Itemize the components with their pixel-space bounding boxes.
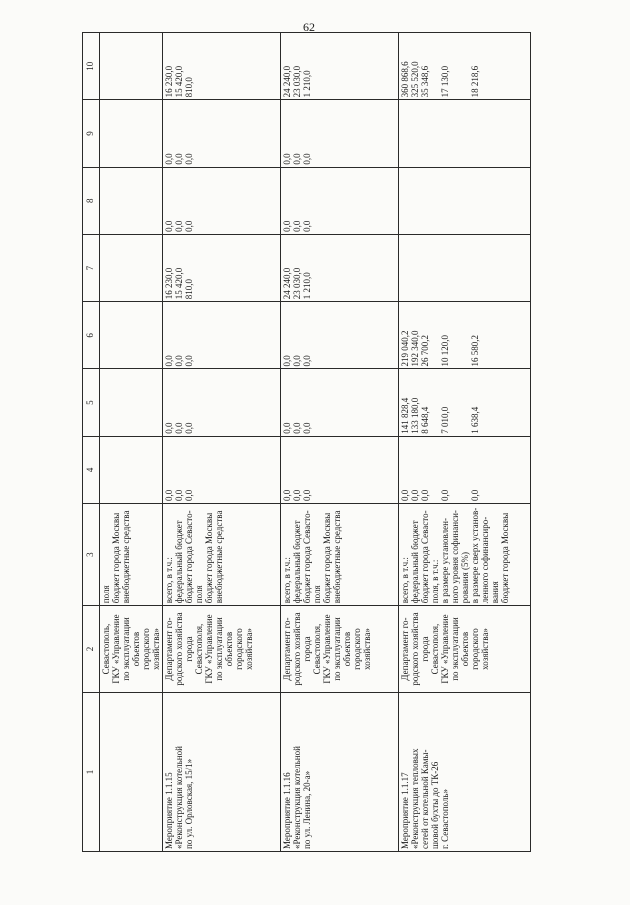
funding-source-line: бюджет города Севасто- xyxy=(420,510,430,604)
amount-value: 133 180,0 xyxy=(410,397,420,434)
budget-table xyxy=(82,32,531,852)
column-header: 2 xyxy=(83,606,100,693)
amount-cell-c8 xyxy=(399,167,531,234)
amount-value: 26 700,2 xyxy=(420,334,430,367)
executor-line: ГКУ «Управление xyxy=(111,614,121,684)
measure-name-cell xyxy=(399,692,531,851)
amount-value: 10 120,0 xyxy=(440,334,450,367)
measure-name-line: г. Севастополь» xyxy=(440,788,450,849)
measure-name-line: сетей от котельной Камы- xyxy=(420,749,430,849)
amount-cell-c5 xyxy=(163,369,281,436)
funding-source-line: поля xyxy=(312,585,322,604)
executor-line: ГКУ «Управление xyxy=(440,614,450,684)
amount-value: 0,0 xyxy=(184,220,194,232)
amount-cell-c5 xyxy=(281,369,399,436)
amount-value: 0,0 xyxy=(302,355,312,367)
amount-cell-c9 xyxy=(399,100,531,167)
funding-source-line: в размере установлен- xyxy=(440,518,450,604)
executor-line: объектов xyxy=(460,631,470,667)
amount-value xyxy=(460,371,470,433)
column-header: 10 xyxy=(83,33,100,100)
funding-source-line: поля xyxy=(194,585,204,604)
funding-source-line: федеральный бюджет xyxy=(410,520,420,604)
amount-value: 18 218,6 xyxy=(470,65,480,98)
executor-cell xyxy=(281,606,399,693)
column-header: 5 xyxy=(83,369,100,436)
amount-value xyxy=(450,371,460,433)
amount-value: 0,0 xyxy=(440,489,450,501)
amount-value: 0,0 xyxy=(282,355,292,367)
column-header: 6 xyxy=(83,302,100,369)
executor-line: хозяйства» xyxy=(480,628,490,670)
executor-line: городского xyxy=(470,628,480,670)
amount-value xyxy=(460,35,470,97)
funding-source-line: ного уровня софинанси- xyxy=(450,510,460,604)
amount-value: 0,0 xyxy=(410,489,420,501)
executor-line: хозяйства» xyxy=(151,628,161,670)
amount-value xyxy=(430,35,440,97)
amount-value: 0,0 xyxy=(400,489,410,501)
amount-value: 141 828,4 xyxy=(400,397,410,434)
amount-value xyxy=(460,439,470,501)
executor-line: города xyxy=(302,636,312,662)
amount-value: 360 868,6 xyxy=(400,61,410,98)
funding-source-line: в размере сверх установ- xyxy=(470,507,480,604)
amount-value: 0,0 xyxy=(302,489,312,501)
amount-value: 810,0 xyxy=(184,278,194,300)
amount-value: 0,0 xyxy=(302,220,312,232)
executor-line: родского хозяйства xyxy=(292,612,302,686)
amount-cell-c8 xyxy=(281,167,399,234)
amount-value: 0,0 xyxy=(184,153,194,165)
executor-line: хозяйства» xyxy=(362,628,372,670)
executor-line: Севастополя, xyxy=(430,623,440,675)
executor-line: объектов xyxy=(224,631,234,667)
page-number: 62 xyxy=(303,20,315,34)
executor-line: хозяйства» xyxy=(244,628,254,670)
amount-value: 0,0 xyxy=(292,355,302,367)
continuation-name-cell xyxy=(100,692,163,851)
amount-value: 8 648,4 xyxy=(420,406,430,434)
executor-line: города xyxy=(184,636,194,662)
amount-cell-c6 xyxy=(281,302,399,369)
amount-value: 15 420,0 xyxy=(174,267,184,300)
funding-source-line: бюджет города Москвы xyxy=(322,512,332,604)
amount-cell-c10 xyxy=(399,33,531,100)
funding-source-line: поля, в т.ч.: xyxy=(430,559,440,604)
amount-cell-c4 xyxy=(399,436,531,503)
measure-name-cell xyxy=(163,692,281,851)
amount-value: 1 638,4 xyxy=(470,406,480,434)
executor-line: городского xyxy=(234,628,244,670)
amount-cell-c7 xyxy=(399,234,531,301)
amount-value: 24 240,0 xyxy=(282,65,292,98)
funding-source-line: бюджет города Севасто- xyxy=(302,510,312,604)
funding-source-line: федеральный бюджет xyxy=(174,520,184,604)
amount-cell-c9 xyxy=(163,100,281,167)
column-header: 4 xyxy=(83,436,100,503)
amount-value: 0,0 xyxy=(282,422,292,434)
measure-name-cell xyxy=(281,692,399,851)
source-line: внебюджетные средства xyxy=(121,510,131,604)
executor-cell xyxy=(163,606,281,693)
amount-value: 0,0 xyxy=(302,422,312,434)
measure-name-line: по ул. Орловская, 15/1» xyxy=(184,758,194,849)
amount-value xyxy=(450,304,460,366)
amount-value: 0,0 xyxy=(164,220,174,232)
measure-row xyxy=(399,33,531,852)
funding-source-line: ленного софинансиро- xyxy=(480,516,490,604)
executor-line: городского xyxy=(141,628,151,670)
amount-value xyxy=(430,371,440,433)
column-header: 8 xyxy=(83,167,100,234)
amount-value: 0,0 xyxy=(174,489,184,501)
amount-value: 0,0 xyxy=(184,355,194,367)
amount-value xyxy=(430,439,440,501)
amount-value: 35 348,6 xyxy=(420,65,430,98)
column-header: 1 xyxy=(83,692,100,851)
amount-value: 0,0 xyxy=(282,220,292,232)
executor-line: Севастополя, xyxy=(194,623,204,675)
executor-line: городского xyxy=(352,628,362,670)
amount-value: 0,0 xyxy=(174,422,184,434)
funding-source-line: рования (5%) xyxy=(460,552,470,604)
funding-source-line: вания xyxy=(490,581,500,604)
funding-source-line: бюджет города Москвы xyxy=(204,512,214,604)
measure-title: Мероприятие 1.1.15 xyxy=(164,772,174,849)
continuation-sources-cell xyxy=(100,503,163,605)
executor-line: объектов xyxy=(342,631,352,667)
amount-cell-c6 xyxy=(399,302,531,369)
amount-value: 0,0 xyxy=(302,153,312,165)
amount-value: 0,0 xyxy=(184,422,194,434)
amount-value xyxy=(460,304,470,366)
measure-name-line: по ул. Ленина, 20-а» xyxy=(302,770,312,849)
amount-value: 0,0 xyxy=(292,422,302,434)
amount-value: 1 210,0 xyxy=(302,70,312,98)
funding-sources-cell xyxy=(399,503,531,605)
executor-line: Департамент го- xyxy=(164,617,174,681)
amount-value xyxy=(450,35,460,97)
executor-line: по эксплуатации xyxy=(121,617,131,681)
amount-value: 0,0 xyxy=(164,489,174,501)
measure-row xyxy=(163,33,281,852)
amount-cell-c10 xyxy=(163,33,281,100)
measure-row xyxy=(281,33,399,852)
column-header: 3 xyxy=(83,503,100,605)
funding-source-line: бюджет города Москвы xyxy=(500,512,510,604)
measure-title: Мероприятие 1.1.17 xyxy=(400,772,410,849)
amount-value: 24 240,0 xyxy=(282,267,292,300)
amount-cell-c7 xyxy=(281,234,399,301)
amount-value: 0,0 xyxy=(174,220,184,232)
executor-line: объектов xyxy=(131,631,141,667)
executor-line: города xyxy=(420,636,430,662)
amount-cell-c4 xyxy=(281,436,399,503)
funding-source-line: внебюджетные средства xyxy=(332,510,342,604)
amount-value: 0,0 xyxy=(292,489,302,501)
amount-cell-c7 xyxy=(163,234,281,301)
column-header: 9 xyxy=(83,100,100,167)
executor-line: родского хозяйства xyxy=(174,612,184,686)
amount-value: 0,0 xyxy=(282,489,292,501)
funding-source-line: бюджет города Севасто- xyxy=(184,510,194,604)
executor-cell xyxy=(399,606,531,693)
executor-line: по эксплуатации xyxy=(332,617,342,681)
source-line: бюджет города Москвы xyxy=(111,512,121,604)
amount-value: 0,0 xyxy=(174,355,184,367)
amount-value: 810,0 xyxy=(184,77,194,98)
funding-source-line: федеральный бюджет xyxy=(292,520,302,604)
funding-sources-cell xyxy=(281,503,399,605)
executor-line: родского хозяйства xyxy=(410,612,420,686)
continuation-executor-cell xyxy=(100,606,163,693)
executor-line: ГКУ «Управление xyxy=(204,614,214,684)
amount-value: 0,0 xyxy=(292,153,302,165)
amount-value: 0,0 xyxy=(292,220,302,232)
amount-value: 15 420,0 xyxy=(174,65,184,98)
measure-name-line: «Реконструкция тепловых xyxy=(410,748,420,849)
amount-value: 23 030,0 xyxy=(292,65,302,98)
executor-line: Севастополя, xyxy=(312,623,322,675)
measure-name-line: «Реконструкция котельной xyxy=(292,746,302,849)
funding-source-line: внебюджетные средства xyxy=(214,510,224,604)
amount-value: 219 040,2 xyxy=(400,330,410,367)
source-line: поля xyxy=(101,585,111,604)
amount-value: 23 030,0 xyxy=(292,267,302,300)
amount-value: 1 210,0 xyxy=(302,272,312,300)
amount-value: 0,0 xyxy=(420,489,430,501)
column-header: 7 xyxy=(83,234,100,301)
amount-cell-c9 xyxy=(281,100,399,167)
amount-value: 16 230,0 xyxy=(164,267,174,300)
measure-name-line: «Реконструкция котельной xyxy=(174,746,184,849)
funding-source-line: всего, в т.ч.: xyxy=(282,557,292,604)
amount-cell-c6 xyxy=(163,302,281,369)
amount-value: 325 520,0 xyxy=(410,61,420,98)
executor-line: Севастополь, xyxy=(101,623,111,675)
continuation-row xyxy=(100,33,163,852)
measure-name-line: шовой бухты до ТК-26 xyxy=(430,761,440,849)
executor-line: по эксплуатации xyxy=(450,617,460,681)
amount-value: 0,0 xyxy=(282,153,292,165)
amount-value: 16 580,2 xyxy=(470,334,480,367)
funding-sources-cell xyxy=(163,503,281,605)
header-row xyxy=(83,33,100,852)
amount-value: 7 010,0 xyxy=(440,406,450,434)
amount-value: 17 130,0 xyxy=(440,65,450,98)
amount-value: 192 340,0 xyxy=(410,330,420,367)
funding-source-line: всего, в т.ч.: xyxy=(400,557,410,604)
amount-cell-c10 xyxy=(281,33,399,100)
amount-value: 0,0 xyxy=(174,153,184,165)
amount-value xyxy=(450,439,460,501)
amount-value: 16 230,0 xyxy=(164,65,174,98)
measure-title: Мероприятие 1.1.16 xyxy=(282,772,292,849)
amount-value: 0,0 xyxy=(164,355,174,367)
funding-source-line: всего, в т.ч.: xyxy=(164,557,174,604)
amount-value: 0,0 xyxy=(164,422,174,434)
executor-line: Департамент го- xyxy=(282,617,292,681)
rotated-table-container xyxy=(82,32,578,852)
amount-value: 0,0 xyxy=(184,489,194,501)
amount-cell-c8 xyxy=(163,167,281,234)
amount-value: 0,0 xyxy=(164,153,174,165)
executor-line: Департамент го- xyxy=(400,617,410,681)
executor-line: по эксплуатации xyxy=(214,617,224,681)
amount-value xyxy=(430,304,440,366)
amount-cell-c4 xyxy=(163,436,281,503)
amount-cell-c5 xyxy=(399,369,531,436)
amount-value: 0,0 xyxy=(470,489,480,501)
executor-line: ГКУ «Управление xyxy=(322,614,332,684)
